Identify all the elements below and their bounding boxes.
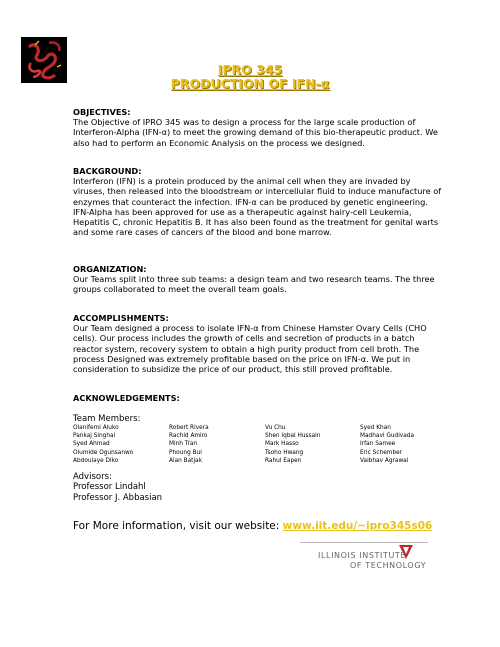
advisor: Professor J. Abbasian <box>73 492 163 503</box>
team-member: Olumide Ogunsanwo <box>73 449 134 456</box>
team-member: Minh Tran <box>169 441 198 448</box>
institution-name-line2: OF TECHNOLOGY <box>350 561 427 570</box>
team-member: Alan Batjak <box>169 457 202 464</box>
team-member: Syed Khan <box>360 425 391 431</box>
team-column-1 <box>73 424 168 465</box>
team-member: Vu Chu <box>265 425 286 431</box>
organization-heading: ORGANIZATION: <box>73 264 147 274</box>
organization-text: Our Teams split into three sub teams: a design team and two research teams. The three groups collaborated to meet the overall team goals. <box>73 274 435 295</box>
team-member: Mark Hasso <box>265 441 299 448</box>
team-member: Abdoulaye Diko <box>73 457 119 464</box>
institution-name-line1: ILLINOIS INSTITUTE <box>318 551 407 560</box>
accomplishments-heading: ACCOMPLISHMENTS: <box>73 313 169 323</box>
page-subtitle: PRODUCTION OF IFN-α <box>170 76 330 91</box>
team-member: Vaibhav Agrawal <box>360 457 409 464</box>
team-members-label: Team Members: <box>73 414 141 424</box>
team-member: Rachid Amiro <box>169 433 208 440</box>
page-title: IPRO 345 <box>217 62 283 77</box>
divider <box>300 542 428 543</box>
background-heading: BACKGROUND: <box>73 166 142 176</box>
team-column-3 <box>265 424 360 465</box>
advisor: Professor Lindahl <box>73 482 146 492</box>
team-member: Olanifemi Aluko <box>73 425 119 431</box>
organization-section <box>73 264 443 295</box>
team-member: Syed Ahmad <box>73 441 110 448</box>
objectives-text: The Objective of IPRO 345 was to design a process for the large scale production of Interferon-Alpha (IFN-α) to meet the growing demand of this bio-therapeutic product. We also had to perform an Economic Analysis on the process we designed. <box>73 117 438 148</box>
team-member: Pankaj Singhal <box>73 433 116 440</box>
team-member: Madhavi Gudivada <box>360 433 415 440</box>
team-column-4 <box>360 424 455 465</box>
accomplishments-section <box>73 313 443 374</box>
background-text: Interferon (IFN) is a protein produced by the animal cell when they are invaded by viruses, then released into the bloodstream or intercellular fluid to induce manufacture of enzymes that counteract the infection. IFN-α can be produced by genetic engineering. IFN-Alpha has been approved for use as a therapeutic against hairy-cell Leukemia, Hepatitis C, chronic Hepatitis B. It has also been found as the treatment for genital warts and some rare cases of cancers of the blood and bone marrow. <box>73 176 442 238</box>
team-member: Shen Iqbal Hussain <box>265 433 321 440</box>
accomplishments-text: Our Team designed a process to isolate IFN-α from Chinese Hamster Ovary Cells (CHO cells). Our process includes the growth of cells and secretion of products in a batch reactor system, recovery system to obtain a high purity product from cell broth. The process Designed was extremely profitable based on the price on IFN-α. We put in consideration to subsidize the price of our product, this still proved profitable. <box>73 323 427 375</box>
team-member: Rahul Eapen <box>265 457 302 464</box>
objectives-section <box>73 107 443 148</box>
advisors-label: Advisors: <box>73 472 112 482</box>
team-member: Phoung Bui <box>169 449 202 456</box>
website-link[interactable]: www.iit.edu/~ipro345s06 <box>282 520 433 532</box>
team-member: Robert Rivera <box>169 425 209 431</box>
background-section <box>73 166 443 237</box>
more-info-line <box>73 520 432 532</box>
team-member: Irfan Samee <box>360 441 396 448</box>
objectives-heading: OBJECTIVES: <box>73 107 131 117</box>
team-member: Tsoho Hwang <box>265 449 304 456</box>
advisors-list <box>73 482 162 503</box>
team-column-2 <box>169 424 264 465</box>
acknowledgements-heading: ACKNOWLEDGEMENTS: <box>73 393 180 403</box>
more-info-text: For More information, visit our website: <box>73 520 283 532</box>
team-member: Eric Schember <box>360 449 403 456</box>
